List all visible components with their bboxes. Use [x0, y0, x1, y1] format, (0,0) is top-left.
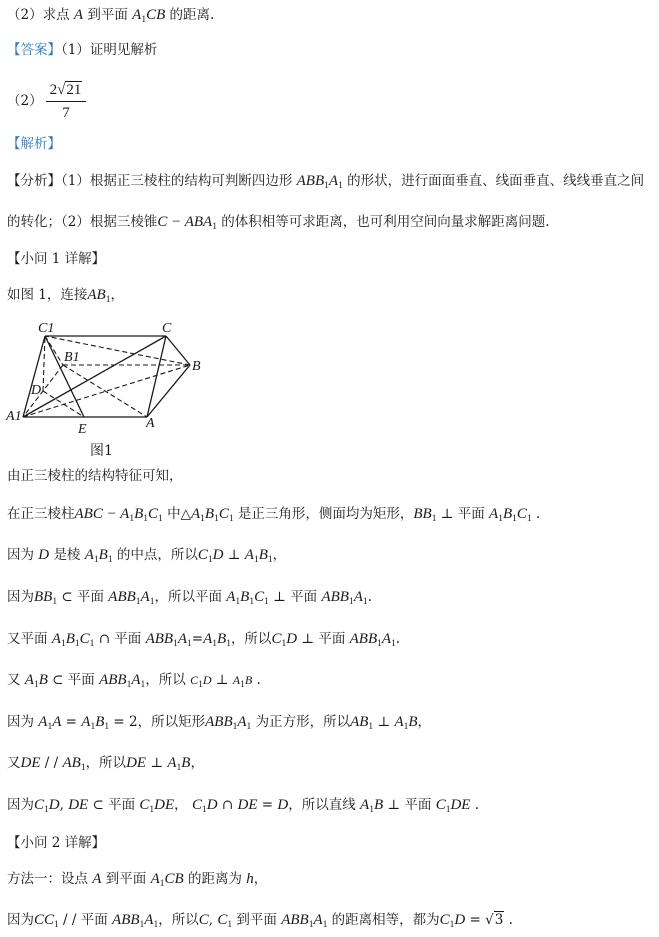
- parallel-line: 又DE / / $AB_1$，所以DE ⊥ $A_1B$，: [7, 755, 204, 773]
- a1b-line: 又 $A_1B$ ⊂ 平面 $ABB_1A_1$，所以 $C_1D$ ⊥ $A_1B$ .: [7, 672, 261, 690]
- sub2-title: 【小问 2 详解】: [7, 835, 106, 851]
- answer-fraction: $\frac{2√21}{7}$: [46, 82, 86, 122]
- label-A1: A1: [6, 409, 22, 424]
- label-D: D: [31, 383, 42, 398]
- answer-part2-prefix: （2）: [7, 93, 43, 109]
- figure-intro: 如图 1，连接$AB_1$，: [7, 287, 124, 305]
- midpoint-line: 因为 D 是棱 $A_1B_1$ 的中点，所以$C_1D$ ⊥ $A_1B_1$，: [7, 547, 287, 565]
- answer-line: 【答案】（1）证明见解析: [7, 42, 158, 58]
- structure-line: 由正三棱柱的结构特征可知，: [7, 468, 183, 484]
- last-line: 因为$CC_1$ / / 平面 $ABB_1A_1$，所以C, $C_1$ 到平面 $ABB_1A_1$ 的距离相等，都为$C_1D = √3$ .: [7, 912, 513, 930]
- method1-line: 方法一：设点 A 到平面 $A_1CB$ 的距离为 h，: [7, 871, 268, 889]
- label-B1: B1: [64, 350, 80, 365]
- bb1-line: 因为$BB_1$ ⊂ 平面 $ABB_1A_1$，所以平面 $A_1B_1C_1$ ⊥ 平面 $ABB_1A_1$.: [7, 589, 372, 607]
- prism-line: 在正三棱柱ABC − $A_1B_1C_1$ 中$\triangle A_1B_1C_1$ 是正三角形，侧面均为矩形，$BB_1$ ⊥ 平面 $A_1B_1C_1$ .: [7, 506, 541, 524]
- question-2: （2）求点 A 到平面 $A_1CB$ 的距离.: [7, 7, 215, 25]
- intersection-line: 又平面 $A_1B_1C_1$ ∩ 平面 $ABB_1A_1=A_1B_1$，所以$C_1D$ ⊥ 平面 $ABB_1A_1$.: [7, 631, 401, 649]
- sub1-title: 【小问 1 详解】: [7, 251, 106, 267]
- prism-figure: [0, 314, 220, 462]
- label-A: A: [146, 416, 155, 431]
- label-E: E: [78, 422, 87, 437]
- answer-tag: 【答案】: [7, 42, 61, 58]
- label-C: C: [162, 321, 172, 336]
- figure-caption: 图1: [90, 443, 113, 459]
- label-B: B: [192, 359, 201, 374]
- label-C1: C1: [38, 321, 55, 336]
- analysis-line-1: 【分析】（1）根据正三棱柱的结构可判断四边形 $ABB_1A_1$ 的形状，进行面面垂直、线面垂直、线线垂直之间: [7, 173, 645, 191]
- analysis-line-2: 的转化；（2）根据三棱锥$C - ABA_1$ 的体积相等可求距离，也可利用空间向量求解距离问题.: [7, 214, 550, 232]
- analysis-tag: 【解析】: [7, 136, 61, 152]
- conclusion-line: 因为$C_1D$, DE ⊂ 平面 $C_1DE$， $C_1D$ ∩ DE = D，所以直线 $A_1B$ ⊥ 平面 $C_1DE$ .: [7, 797, 480, 815]
- square-line: 因为 $A_1A = A_1B_1 = 2$，所以矩形$ABB_1A_1$ 为正方形，所以$AB_1$ ⊥ $A_1B$，: [7, 714, 432, 732]
